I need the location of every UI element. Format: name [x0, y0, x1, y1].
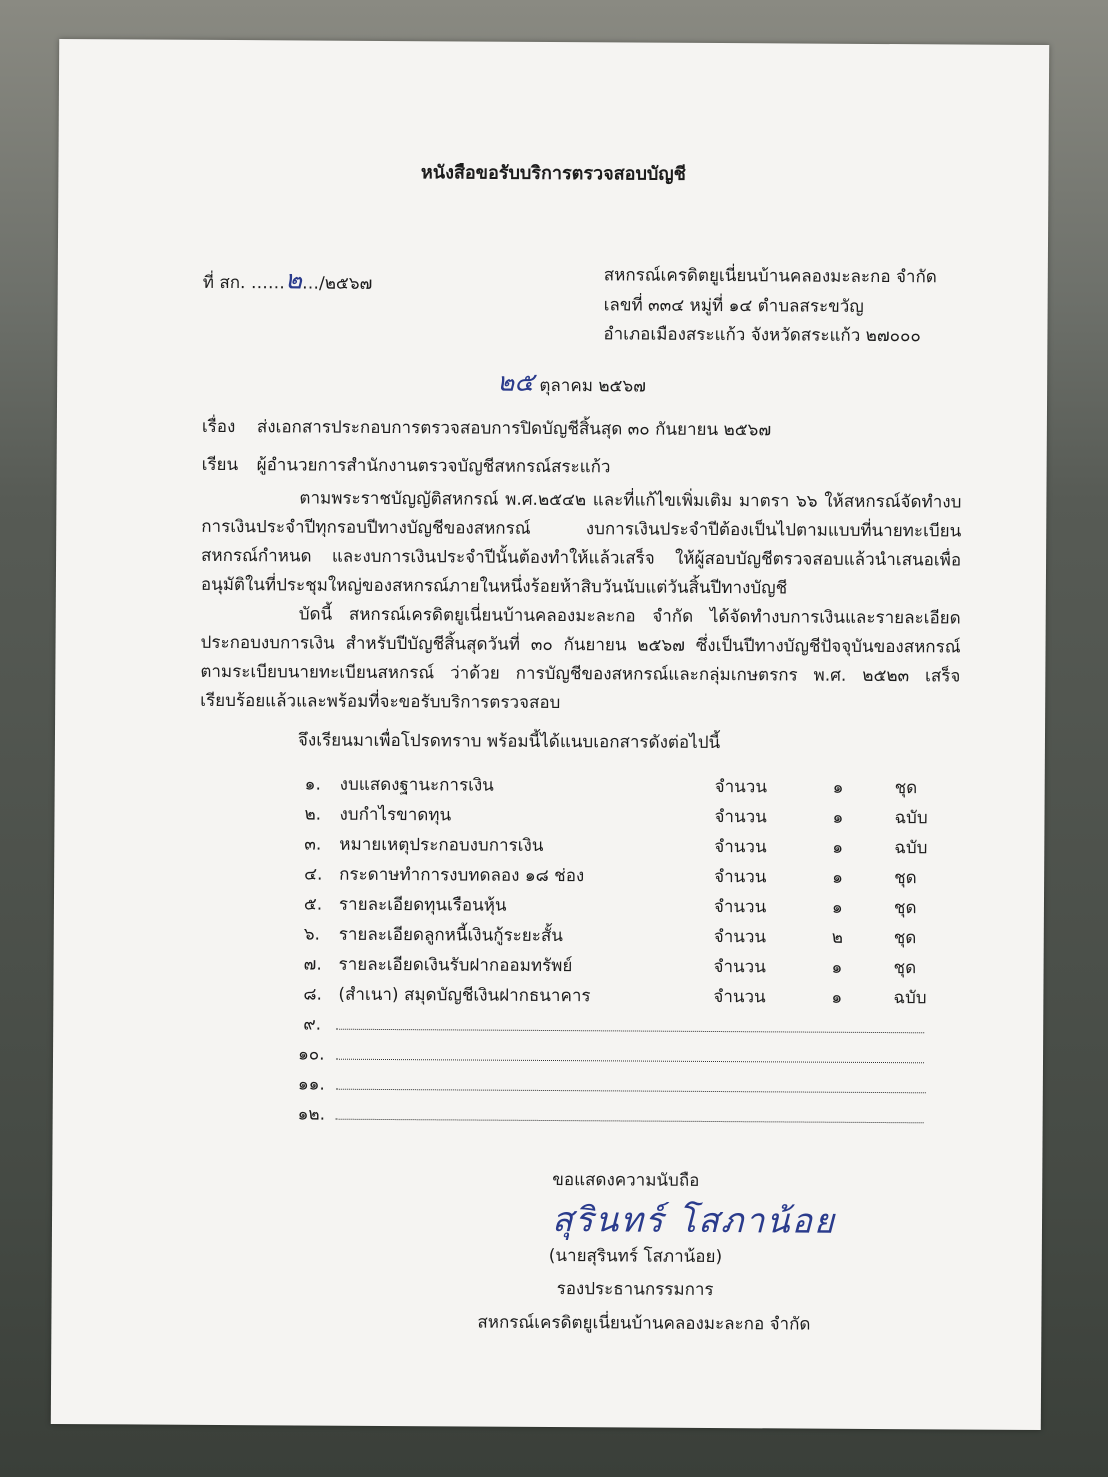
item-name: (สำเนา) สมุดบัญชีเงินฝากธนาคาร — [338, 984, 591, 1007]
to-label: เรียน — [201, 454, 239, 476]
item-qty-label: จำนวน — [713, 957, 766, 978]
item-unit: ชุด — [894, 868, 917, 889]
item-number: ๕. — [303, 894, 323, 915]
org-line: เลขที่ ๓๓๔ หมู่ที่ ๑๔ ตำบลสระขวัญ — [603, 295, 864, 317]
item-number: ๑๒. — [297, 1104, 326, 1125]
signer-name: (นายสุรินทร์ โสภาน้อย) — [548, 1246, 723, 1268]
attachment-intro: จึงเรียนมาเพื่อโปรดทราบ พร้อมนี้ได้แนบเอกสารดังต่อไปนี้ — [297, 730, 721, 754]
dotted-line — [336, 1059, 924, 1064]
item-qty-label: จำนวน — [714, 807, 767, 828]
item-qty-label: จำนวน — [713, 897, 767, 918]
dotted-line — [336, 1089, 926, 1094]
item-number: ๑. — [304, 774, 321, 795]
org-line: อำเภอเมืองสระแก้ว จังหวัดสระแก้ว ๒๗๐๐๐ — [603, 324, 921, 347]
item-name: งบกำไรขาดทุน — [339, 804, 452, 826]
letter-date — [497, 362, 646, 404]
to-text: ผู้อำนวยการสำนักงานตรวจบัญชีสหกรณ์สระแก้ว — [256, 455, 611, 478]
reference-number — [203, 259, 373, 301]
item-qty: ๑ — [831, 957, 843, 978]
subject-label: เรื่อง — [201, 416, 236, 438]
letter-page — [51, 39, 1049, 1430]
item-unit: ชุด — [893, 928, 917, 949]
item-unit: ชุด — [893, 898, 917, 919]
item-qty: ๑ — [832, 837, 844, 858]
item-qty-label: จำนวน — [714, 777, 768, 798]
item-qty: ๑ — [831, 987, 843, 1008]
date-day-handwritten: ๒๕ — [497, 367, 535, 398]
item-qty-label: จำนวน — [714, 837, 767, 858]
reference-year: ๒๕๖๗ — [324, 273, 373, 294]
document-title: หนังสือขอรับบริการตรวจสอบบัญชี — [420, 162, 686, 185]
reference-prefix: ที่ สก. — [202, 272, 251, 294]
signer-organization: สหกรณ์เครดิตยูเนี่ยนบ้านคลองมะละกอ จำกัด — [477, 1312, 811, 1335]
signer-position: รองประธานกรรมการ — [556, 1279, 714, 1301]
item-number: ๙. — [303, 1014, 322, 1035]
item-qty: ๑ — [832, 867, 843, 888]
item-unit: ฉบับ — [894, 808, 928, 829]
item-number: ๖. — [303, 924, 321, 945]
dotted-line — [336, 1119, 924, 1124]
item-number: ๑๐. — [297, 1044, 325, 1065]
dotted-line — [336, 1029, 924, 1034]
item-name: งบแสดงฐานะการเงิน — [339, 774, 494, 796]
item-unit: ฉบับ — [893, 988, 927, 1009]
reference-dots-1: …… — [250, 273, 285, 294]
item-qty-label: จำนวน — [713, 927, 767, 948]
item-number: ๘. — [303, 984, 322, 1005]
item-number: ๑๑. — [297, 1074, 325, 1095]
item-name: หมายเหตุประกอบงบการเงิน — [339, 834, 544, 856]
handwritten-signature: สุรินทร์ โสภาน้อย — [551, 1200, 836, 1242]
item-number: ๒. — [304, 804, 322, 825]
item-qty-label: จำนวน — [713, 987, 766, 1008]
item-qty: ๒ — [831, 927, 844, 948]
item-name: กระดาษทำการงบทดลอง ๑๘ ช่อง — [339, 864, 585, 887]
reference-handwritten-number: ๒ — [284, 265, 303, 296]
item-name: รายละเอียดทุนเรือนหุ้น — [338, 894, 507, 916]
item-name: รายละเอียดลูกหนี้เงินกู้ระยะสั้น — [338, 924, 563, 947]
item-qty: ๑ — [832, 777, 844, 798]
item-unit: ฉบับ — [894, 838, 928, 859]
item-qty-label: จำนวน — [714, 867, 767, 888]
item-qty: ๑ — [832, 807, 844, 828]
item-unit: ชุด — [894, 778, 918, 799]
item-number: ๗. — [303, 954, 322, 975]
item-number: ๔. — [304, 864, 323, 885]
body-paragraph: บัดนี้ สหกรณ์เครดิตยูเนี่ยนบ้านคลองมะละกอ จำกัด ได้จัดทำงบการเงินและรายละเอียดประกอบงบการเงิน สำหรับปีบัญชีสิ้นสุดวันที่ ๓๐ กันยายน ๒๕๖๗ ซึ่งเป็นปีทางบัญชีปัจจุบันของสหกรณ์ ตามระเบียบนายทะเบียนสหกรณ์ ว่าด้วย การบัญชีของสหกรณ์และกลุ่มเกษตรกร พ.ศ. ๒๕๒๓ เสร็จเรียบร้อยแล้วและพร้อมที่จะขอรับบริการตรวจสอบ — [200, 604, 961, 714]
reference-dots-2: …/ — [301, 273, 325, 294]
item-name: รายละเอียดเงินรับฝากออมทรัพย์ — [338, 954, 573, 977]
item-number: ๓. — [304, 834, 322, 855]
org-line: สหกรณ์เครดิตยูเนี่ยนบ้านคลองมะละกอ จำกัด — [603, 265, 937, 288]
item-unit: ชุด — [893, 958, 917, 979]
date-month-year: ตุลาคม ๒๕๖๗ — [533, 375, 647, 397]
closing: ขอแสดงความนับถือ — [552, 1170, 700, 1191]
subject-text: ส่งเอกสารประกอบการตรวจสอบการปิดบัญชีสิ้นสุด ๓๐ กันยายน ๒๕๖๗ — [256, 417, 772, 441]
item-qty: ๑ — [831, 897, 843, 918]
body-paragraph: ตามพระราชบัญญัติสหกรณ์ พ.ศ.๒๕๔๒ และที่แก้ไขเพิ่มเติม มาตรา ๖๖ ให้สหกรณ์จัดทำงบการเงินประจำปีทุกรอบปีทางบัญชีของสหกรณ์ งบการเงินประจำปีต้องเป็นไปตามแบบที่นายทะเบียนสหกรณ์กำหนด และงบการเงินประจำปีนั้นต้องทำให้แล้วเสร็จ ให้ผู้สอบบัญชีตรวจสอบแล้วนำเสนอเพื่ออนุมัติในที่ประชุมใหญ่ของสหกรณ์ภายในหนึ่งร้อยห้าสิบวันนับแต่วันสิ้นปีทางบัญชี — [200, 488, 962, 599]
